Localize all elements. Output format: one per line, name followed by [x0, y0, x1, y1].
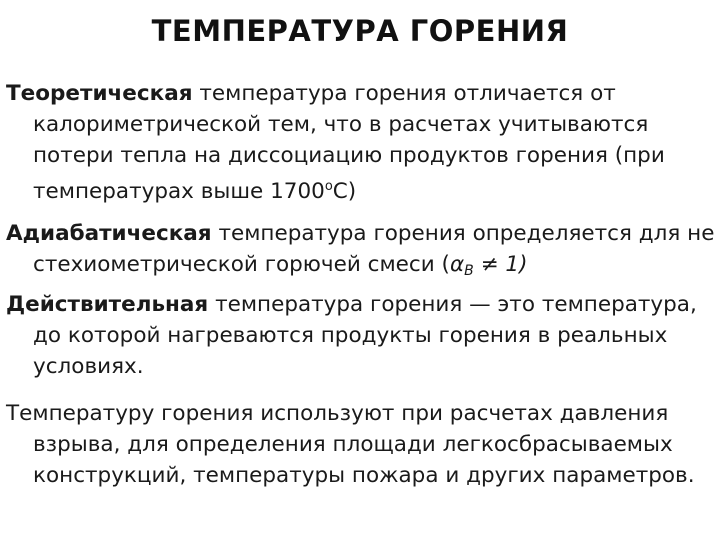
line-text: С) [332, 179, 357, 204]
paragraph-line [6, 171, 720, 207]
paragraph-usage [6, 398, 720, 491]
paragraph-line: Температуру горения используют при расчетах давления [6, 401, 669, 426]
alpha-relation: ≠ 1) [473, 252, 528, 277]
paragraph-line: калориметрической тем, что в расчетах учитываются [33, 112, 649, 137]
paragraph-line: до которой нагреваются продукты горения в реальных [33, 323, 668, 348]
line-text: стехиометрической горючей смеси ( [33, 252, 450, 277]
line-text: температура горения — это температура, [208, 292, 697, 317]
term-actual: Действительная [6, 292, 209, 317]
line-text: температура горения отличается от [192, 81, 616, 106]
paragraph-adiabatic [6, 218, 720, 287]
paragraph-line: условиях. [33, 354, 144, 379]
paragraph-actual [6, 289, 720, 382]
paragraph-line: взрыва, для определения площади легкосбрасываемых [33, 432, 673, 457]
degree-sup: о [324, 179, 333, 194]
alpha-subscript: B [464, 263, 474, 279]
paragraph-line: конструкций, температуры пожара и других параметров. [33, 463, 695, 488]
slide-title: ТЕМПЕРАТУРА ГОРЕНИЯ [151, 14, 569, 48]
paragraph-line: потери тепла на диссоциацию продуктов горения (при [33, 143, 665, 168]
term-theoretical: Теоретическая [6, 81, 193, 106]
term-adiabatic: Адиабатическая [6, 221, 212, 246]
paragraph-line [6, 289, 720, 320]
paragraph-line [6, 218, 720, 249]
line-text: температурах выше 1700 [33, 179, 325, 204]
paragraph-line [6, 78, 720, 109]
paragraph-line [6, 249, 720, 287]
line-text: температура горения определяется для не [211, 221, 715, 246]
paragraph-theoretical [6, 78, 720, 207]
alpha-symbol: α [449, 252, 465, 277]
